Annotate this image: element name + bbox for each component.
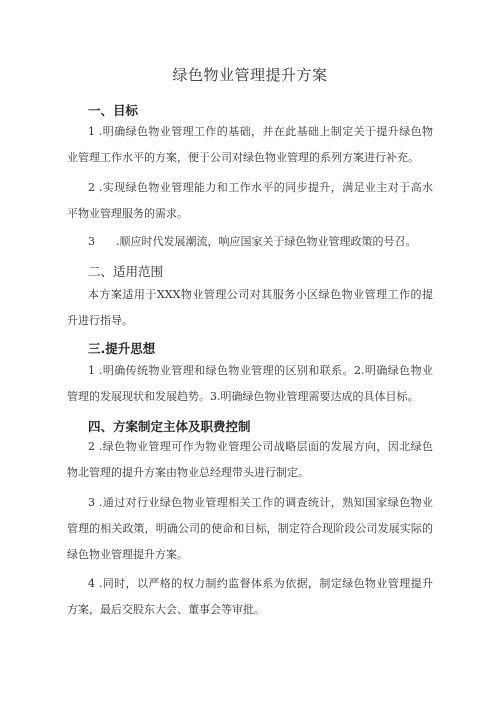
paragraph: [67, 175, 433, 227]
paragraph: [67, 571, 433, 623]
paragraph-line: 管理的相关政策，明确公司的使命和目标，制定符合现阶段公司发展实际的: [67, 522, 433, 535]
paragraph-line: 1 .明确传统物业管理和绿色物业管理的区别和联系。2.明确绿色物业: [88, 364, 433, 377]
section-heading-responsibility: 四、方案制定主体及职费控制: [88, 419, 251, 434]
document-title: 绿色物业管理提升方案: [172, 66, 328, 84]
paragraph-line: 3 .顺应时代发展潮流，响应国家关于绿色物业管理政策的号召。: [88, 235, 417, 248]
paragraph-line: 1 .明确绿色物业管理工作的基础，并在此基础上制定关于提升绿色物: [88, 125, 433, 138]
section-heading-principles: 三.提升思想: [88, 341, 156, 356]
section-heading-goals: 一、目标: [88, 103, 139, 118]
paragraph: [67, 119, 433, 171]
paragraph-line: 4 .同时，以严格的权力制约监督体系为依据，制定绿色物业管理提升: [88, 577, 433, 590]
paragraph: [67, 229, 433, 255]
paragraph-line: 2 .实现绿色物业管理能力和工作水平的同步提升，满足业主对于高水: [88, 181, 433, 194]
paragraph-line: 本方案适用于XXX物业管理公司对其服务小区绿色物业管理工作的提: [88, 288, 433, 301]
paragraph-line: 业管理工作水平的方案，便于公司对绿色物业管理的系列方案进行补充。: [67, 151, 419, 164]
paragraph-line: 升进行指导。: [67, 314, 133, 327]
paragraph-line: 方案，最后交股东大会、董事会等审批。: [67, 603, 265, 616]
paragraph-line: 物北管理的提升方案由物业总经理带头进行制定。: [67, 466, 309, 479]
section-heading-scope: 二、适用范围: [88, 264, 164, 279]
paragraph-line: 管理的发展现状和发展趋势。3.明确绿色物业管理需要达成的具体目标。: [67, 390, 419, 403]
paragraph-line: 3 .通过对行业绿色物业管理相关工作的调查统计，熟知国家绿色物业: [88, 496, 433, 509]
paragraph: [67, 434, 433, 486]
paragraph: [67, 490, 433, 568]
paragraph-line: 平物业管理服务的需求。: [67, 207, 188, 220]
paragraph: [67, 282, 433, 334]
paragraph: [67, 358, 433, 410]
paragraph-line: 绿色物业管理提升方案。: [67, 548, 188, 561]
paragraph-line: 2 .绿色物业管理可作为物业管理公司战略层面的发展方向，因北绿色: [88, 440, 433, 453]
